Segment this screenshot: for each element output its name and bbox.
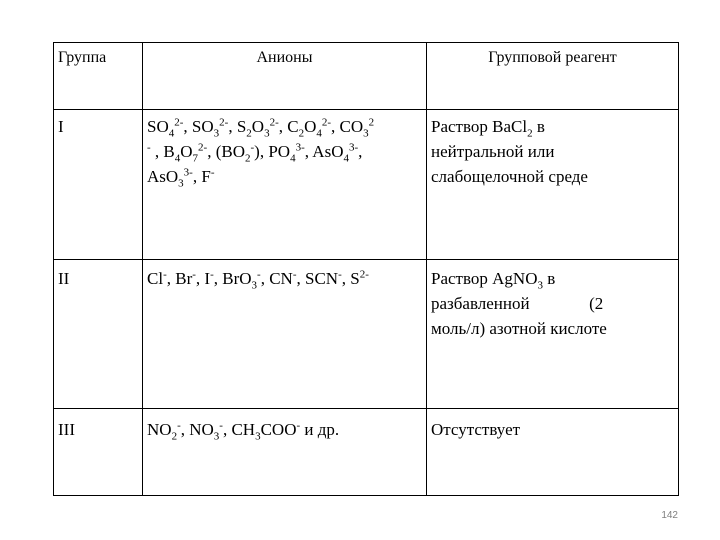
page-number: 142: [661, 510, 678, 521]
anions-cell: $NO_2^-$, $NO_3^-$, $CH_3COO^-$ и др.: [143, 409, 427, 496]
reagent-cell: Отсутствует: [427, 409, 679, 496]
header-group: Группа: [54, 43, 143, 110]
table-row: [54, 409, 679, 496]
reagent-cell: Раствор AgNO$_3$ в разбавленной (2 моль/л) азотной кислоте: [427, 260, 679, 409]
anion-groups-table: [53, 42, 679, 496]
header-anions: Анионы: [143, 43, 427, 110]
table-row: [54, 110, 679, 260]
anions-cell: $SO_4^{2-}$, $SO_3^{2-}$, $S_2O_3^{2-}$, $C_2O_4^{2-}$, $CO_3^2$ - , $B_4O_7^{2-}$, $(BO_2^-)$, $PO_4^{3-}$, AsO$_4^{3-}$, AsO$_3^{3-}$, F-: [143, 110, 427, 260]
table-header-row: [54, 43, 679, 110]
anions-cell: Cl-, Br-, I-, BrO$_3$-, CN-, SCN-, $S^{2-}$: [143, 260, 427, 409]
group-cell: II: [54, 260, 143, 409]
table-row: [54, 260, 679, 409]
group-cell: I: [54, 110, 143, 260]
reagent-cell: Раствор BaCl$_2$ в нейтральной или слабощелочной среде: [427, 110, 679, 260]
group-cell: III: [54, 409, 143, 496]
header-reagent: Групповой реагент: [427, 43, 679, 110]
